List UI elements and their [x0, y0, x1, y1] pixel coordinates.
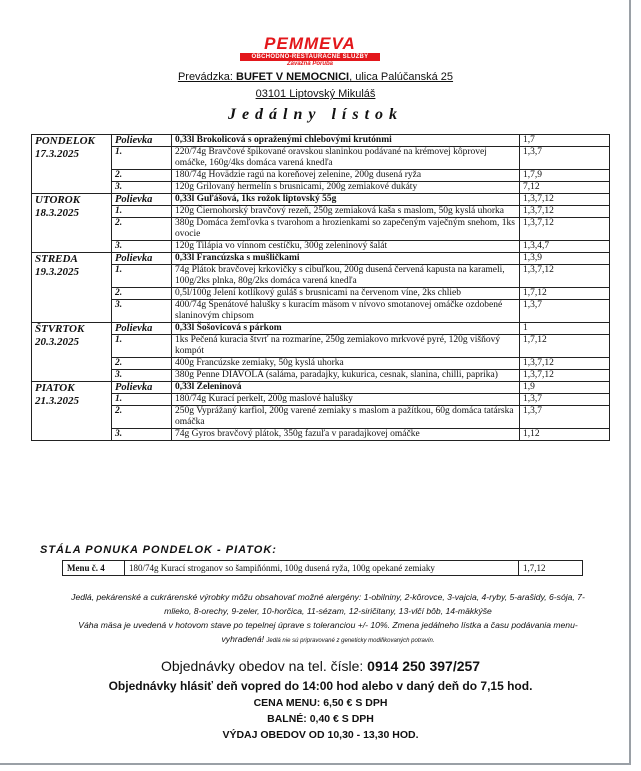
- menu-row: [32, 206, 610, 218]
- dish-number: 3.: [112, 370, 172, 382]
- menu-row: [32, 300, 610, 323]
- menu-row: [32, 358, 610, 370]
- operator-city: 03101 Liptovský Mikuláš: [255, 88, 376, 100]
- standing-offer-allergens: 1,7,12: [519, 561, 583, 576]
- dish-description: 180/74g Hovädzie ragú na koreňovej zelenine, 200g dusená ryža: [172, 170, 520, 182]
- dish-number: 1.: [112, 335, 172, 358]
- menu-row: [32, 265, 610, 288]
- day-name: PIATOK: [35, 382, 75, 394]
- menu-row: [32, 194, 610, 206]
- allergen-codes: 1,7,12: [520, 335, 610, 358]
- allergen-codes: 1,3,7: [520, 406, 610, 429]
- allergen-codes: 1,3,7,12: [520, 194, 610, 206]
- dish-description: 0,5l/100g Jelení kotlíkový guláš s brusnicami na červenom víne, 2ks chlieb: [172, 288, 520, 300]
- dish-number: 2.: [112, 288, 172, 300]
- menu-price: CENA MENU: 6,50 € S DPH: [253, 697, 388, 709]
- day-date: 17.3.2025: [35, 148, 79, 160]
- dish-number: 1.: [112, 206, 172, 218]
- dish-number: 2.: [112, 406, 172, 429]
- dish-number: 3.: [112, 429, 172, 441]
- dish-description: 250g Vyprážaný karfiol, 200g varené zemiaky s maslom a pažítkou, 60g domáca tatárska omáčka: [172, 406, 520, 429]
- soup-label: Polievka: [112, 253, 172, 265]
- weekly-menu-table: [31, 134, 610, 441]
- dish-description: 120g Grilovaný hermelín s brusnicami, 200g zemiakové dukáty: [172, 182, 520, 194]
- day-name: UTOROK: [35, 194, 81, 206]
- allergen-codes: 1: [520, 323, 610, 335]
- allergen-codes: 1,3,7,12: [520, 206, 610, 218]
- dish-number: 3.: [112, 300, 172, 323]
- day-date: 21.3.2025: [35, 395, 79, 407]
- day-date: 18.3.2025: [35, 207, 79, 219]
- allergen-codes: 1,3,7: [520, 300, 610, 323]
- allergen-codes: 1,3,9: [520, 253, 610, 265]
- menu-row: [32, 382, 610, 394]
- order-phone-line: [0, 658, 641, 674]
- menu-row: [32, 335, 610, 358]
- soup-label: Polievka: [112, 323, 172, 335]
- day-date: 20.3.2025: [35, 336, 79, 348]
- menu-row: [32, 218, 610, 241]
- dish-description: 180/74g Kurací perkelt, 200g maslové halušky: [172, 394, 520, 406]
- menu-row: [32, 370, 610, 382]
- allergen-codes: 1,3,7,12: [520, 370, 610, 382]
- weight-note: Váha mäsa je uvedená v hotovom stave po tepelnej úprave s toleranciou +/- 10%. Zmena jedálneho lístka a času podávania menu-vyhradená!: [78, 620, 578, 644]
- dish-description: 1ks Pečená kuracia štvrť na rozmaríne, 250g zemiakovo mrkvové pyré, 120g višňový kompót: [172, 335, 520, 358]
- dish-description: 400g Francúzske zemiaky, 50g kyslá uhorka: [172, 358, 520, 370]
- soup-label: Polievka: [112, 382, 172, 394]
- allergen-codes: 1,3,7,12: [520, 358, 610, 370]
- dish-description: 380g Penne DIAVOLA (saláma, paradajky, kukurica, cesnak, slanina, chilli, paprika): [172, 370, 520, 382]
- soup-description: 0,33l Francúzska s mušličkami: [172, 253, 520, 265]
- dish-description: 400/74g Špenátové halušky s kuracím mäsom v nívovo smotanovej omáčke ozdobené slaninovým chipsom: [172, 300, 520, 323]
- dish-number: 1.: [112, 147, 172, 170]
- soup-label: Polievka: [112, 135, 172, 147]
- dish-number: 2.: [112, 170, 172, 182]
- allergen-codes: 1,3,7: [520, 394, 610, 406]
- standing-offer-row: [63, 561, 583, 576]
- operator-name: BUFET V NEMOCNICI: [236, 71, 350, 83]
- menu-row: [32, 406, 610, 429]
- dish-number: 2.: [112, 218, 172, 241]
- serving-hours: VÝDAJ OBEDOV OD 10,30 - 13,30 HOD.: [222, 729, 419, 741]
- logo-location: Závažná Poruba: [286, 61, 333, 67]
- operator-street: , ulica Palúčanská 25: [349, 71, 454, 83]
- order-deadline: Objednávky hlásiť deň vopred do 14:00 hod alebo v daný deň do 7,15 hod.: [108, 679, 533, 693]
- soup-label: Polievka: [112, 194, 172, 206]
- day-cell: [32, 382, 112, 441]
- standing-offer-heading: STÁLA PONUKA PONDELOK - PIATOK:: [40, 544, 277, 556]
- standing-offer-label: Menu č. 4: [63, 561, 125, 576]
- city-line: [0, 88, 631, 100]
- page-title: Jedálny lístok: [227, 106, 404, 123]
- soup-description: 0,33l Šošovicová s párkom: [172, 323, 520, 335]
- allergen-codes: 1,3,4,7: [520, 241, 610, 253]
- standing-offer-text: 180/74g Kurací stroganov so šampiňónmi, 100g dusená ryža, 100g opekané zemiaky: [125, 561, 519, 576]
- menu-row: [32, 429, 610, 441]
- allergen-codes: 1,3,7: [520, 147, 610, 170]
- day-name: PONDELOK: [35, 135, 95, 147]
- day-date: 19.3.2025: [35, 266, 79, 278]
- operator-label: Prevádzka:: [177, 71, 237, 83]
- dish-number: 1.: [112, 394, 172, 406]
- soup-description: 0,33l Zeleninová: [172, 382, 520, 394]
- order-phone-label: Objednávky obedov na tel. čísle:: [160, 658, 368, 674]
- menu-row: [32, 182, 610, 194]
- allergen-codes: 1,12: [520, 429, 610, 441]
- menu-row: [32, 394, 610, 406]
- dish-number: 1.: [112, 265, 172, 288]
- allergen-info: [64, 590, 592, 648]
- allergen-codes: 1,9: [520, 382, 610, 394]
- gmo-note: Jedlá nie sú pripravované z geneticky modifikovaných potravín.: [266, 638, 435, 644]
- menu-row: [32, 135, 610, 147]
- dish-number: 2.: [112, 358, 172, 370]
- day-cell: [32, 323, 112, 382]
- dish-description: 380g Domáca žemľovka s tvarohom a hrozienkami so zapečeným vaječným snehom, 1ks ovocie: [172, 218, 520, 241]
- menu-row: [32, 253, 610, 265]
- packaging-price: BALNÉ: 0,40 € S DPH: [267, 713, 374, 725]
- dish-description: 120g Čiernohorský bravčový rezeň, 250g zemiaková kaša s maslom, 50g kyslá uhorka: [172, 206, 520, 218]
- soup-description: 0,33l Guľášová, 1ks rožok liptovský 55g: [172, 194, 520, 206]
- menu-row: [32, 170, 610, 182]
- logo-tagline: OBCHODNO-REŠTAURAČNÉ SLUŽBY: [240, 53, 380, 61]
- dish-description: 220/74g Bravčové špikované oravskou slaninkou podávané na krémovej kôprovej omáčke, 160g/4ks domáca varená knedľa: [172, 147, 520, 170]
- day-cell: [32, 194, 112, 253]
- dish-description: 74g Gyros bravčový plátok, 350g fazuľa v paradajkovej omáčke: [172, 429, 520, 441]
- allergen-note: Jedlá, pekárenské a cukrárenské výrobky môžu obsahovať možné alergény: 1-obilniny, 2-kôrovce, 3-vajcia, 4-ryby, 5-arašidy, 6-sója, 7-mlieko, 8-orechy, 9-zeler, 10-horčica, 11-sézam, 12-siričitany, 13-vlčí bôb, 14-mäkkýše: [71, 592, 585, 616]
- company-logo: [240, 36, 380, 68]
- allergen-codes: 1,3,7,12: [520, 265, 610, 288]
- menu-row: [32, 147, 610, 170]
- allergen-codes: 1,7,12: [520, 288, 610, 300]
- day-cell: [32, 253, 112, 323]
- logo-wordmark: PEMMEVA: [264, 34, 356, 53]
- soup-description: 0,33l Brokolicová s opraženými chlebovými krutónmi: [172, 135, 520, 147]
- operator-line: [0, 71, 631, 83]
- allergen-codes: 1,7: [520, 135, 610, 147]
- menu-row: [32, 288, 610, 300]
- dish-description: 74g Plátok bravčovej krkovičky s cibuľkou, 200g dusená červená kapusta na karameli, 100g/2ks plnka, 80g/2ks domáca varená knedľa: [172, 265, 520, 288]
- order-phone-number: 0914 250 397/257: [367, 658, 481, 674]
- day-cell: [32, 135, 112, 194]
- standing-offer-table: [62, 560, 583, 576]
- dish-description: 120g Tilápia vo vínnom cestíčku, 300g zeleninový šalát: [172, 241, 520, 253]
- menu-row: [32, 323, 610, 335]
- dish-number: 3.: [112, 241, 172, 253]
- day-name: STREDA: [35, 253, 78, 265]
- allergen-codes: 1,3,7,12: [520, 218, 610, 241]
- day-name: ŠTVRTOK: [35, 323, 85, 335]
- allergen-codes: 7,12: [520, 182, 610, 194]
- allergen-codes: 1,7,9: [520, 170, 610, 182]
- menu-row: [32, 241, 610, 253]
- dish-number: 3.: [112, 182, 172, 194]
